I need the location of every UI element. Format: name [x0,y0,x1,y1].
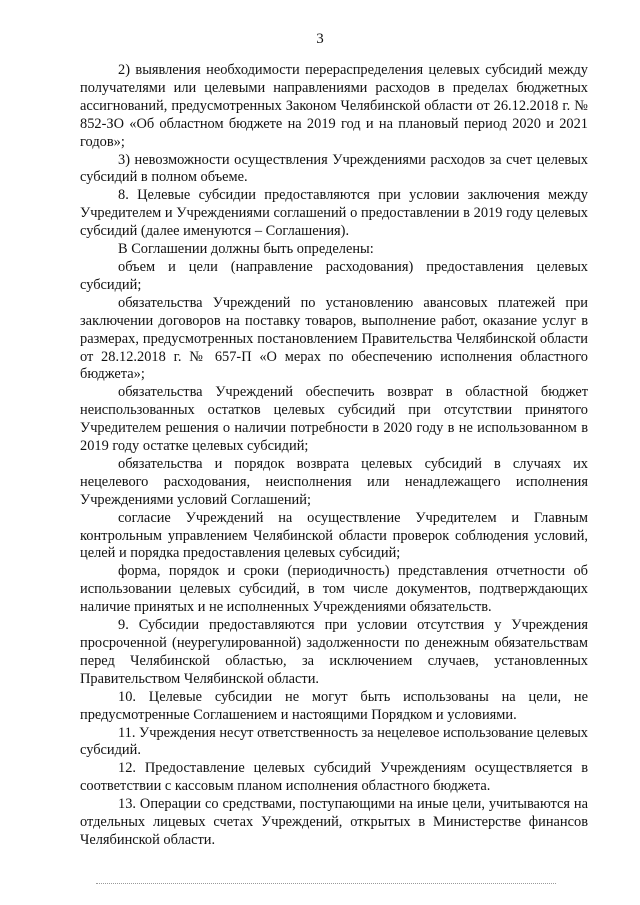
paragraph-agreement-misuse-return: обязательства и порядок возврата целевых субсидий в случаях их нецелевого расходования, неисполнения или ненадлежащего исполнения Учреждениями условий Соглашений; [80,455,588,508]
paragraph-item-3: 3) невозможности осуществления Учреждениями расходов за счет целевых субсидий в полном объеме. [80,151,588,186]
paragraph-clause-12: 12. Предоставление целевых субсидий Учреждениям осуществляется в соответствии с кассовым планом исполнения областного бюджета. [80,760,588,795]
paragraph-agreement-advance-payments: обязательства Учреждений по установлению авансовых платежей при заключении договоров на поставку товаров, выполнение работ, оказание услуг в размерах, предусмотренных постановлением Правительства Челябинской области от 28.12.2018 г. № 657-П «О мерах по обеспечению исполнения областного бюджета»; [80,294,588,383]
paragraph-agreement-audit-consent: согласие Учреждений на осуществление Учредителем и Главным контрольным управлением Челябинской области проверок соблюдения условий, целей и порядка предоставления целевых субсидий; [80,509,588,562]
paragraph-clause-11: 11. Учреждения несут ответственность за нецелевое использование целевых субсидий. [80,724,588,759]
paragraph-clause-8: 8. Целевые субсидии предоставляются при условии заключения между Учредителем и Учреждениями соглашений о предоставлении в 2019 году целевых субсидий (далее именуются – Соглашения). [80,187,588,240]
paragraph-item-2: 2) выявления необходимости перераспределения целевых субсидий между получателями или целевыми направлениями расходов в пределах бюджетных ассигнований, предусмотренных Законом Челябинской области от 26.12.2018 г. № 852-ЗО «Об областном бюджете на 2019 год и на плановый период 2020 и 2021 годов»; [80,62,588,150]
paragraph-agreement-intro: В Соглашении должны быть определены: [118,241,374,258]
document-body [80,62,588,850]
paragraph-clause-13: 13. Операции со средствами, поступающими на иные цели, учитываются на отдельных лицевых счетах Учреждений, открытых в Министерстве финансов Челябинской области. [80,796,588,848]
paragraph-agreement-return-balances: обязательства Учреждений обеспечить возврат в областной бюджет неиспользованных остатков целевых субсидий при отсутствии принятого Учредителем решения о наличии потребности в 2020 году в не использованном в 2019 году остатке целевых субсидий; [80,384,588,455]
paragraph-clause-10: 10. Целевые субсидии не могут быть использованы на цели, не предусмотренные Соглашением и настоящими Порядком и условиями. [80,688,588,723]
paragraph-clause-9: 9. Субсидии предоставляются при условии отсутствия у Учреждения просроченной (неурегулированной) задолженности по денежным обязательствам перед Челябинской областью, за исключением случаев, установленных Правительством Челябинской области. [80,617,588,687]
footer-divider [96,883,556,884]
paragraph-agreement-reporting: форма, порядок и сроки (периодичность) представления отчетности об использовании целевых субсидий, в том числе документов, подтверждающих наличие принятых и не исполненных Учреждениями обязательств. [80,563,588,616]
paragraph-agreement-volume: объем и цели (направление расходования) предоставления целевых субсидий; [80,258,588,293]
page-number: 3 [316,31,324,47]
